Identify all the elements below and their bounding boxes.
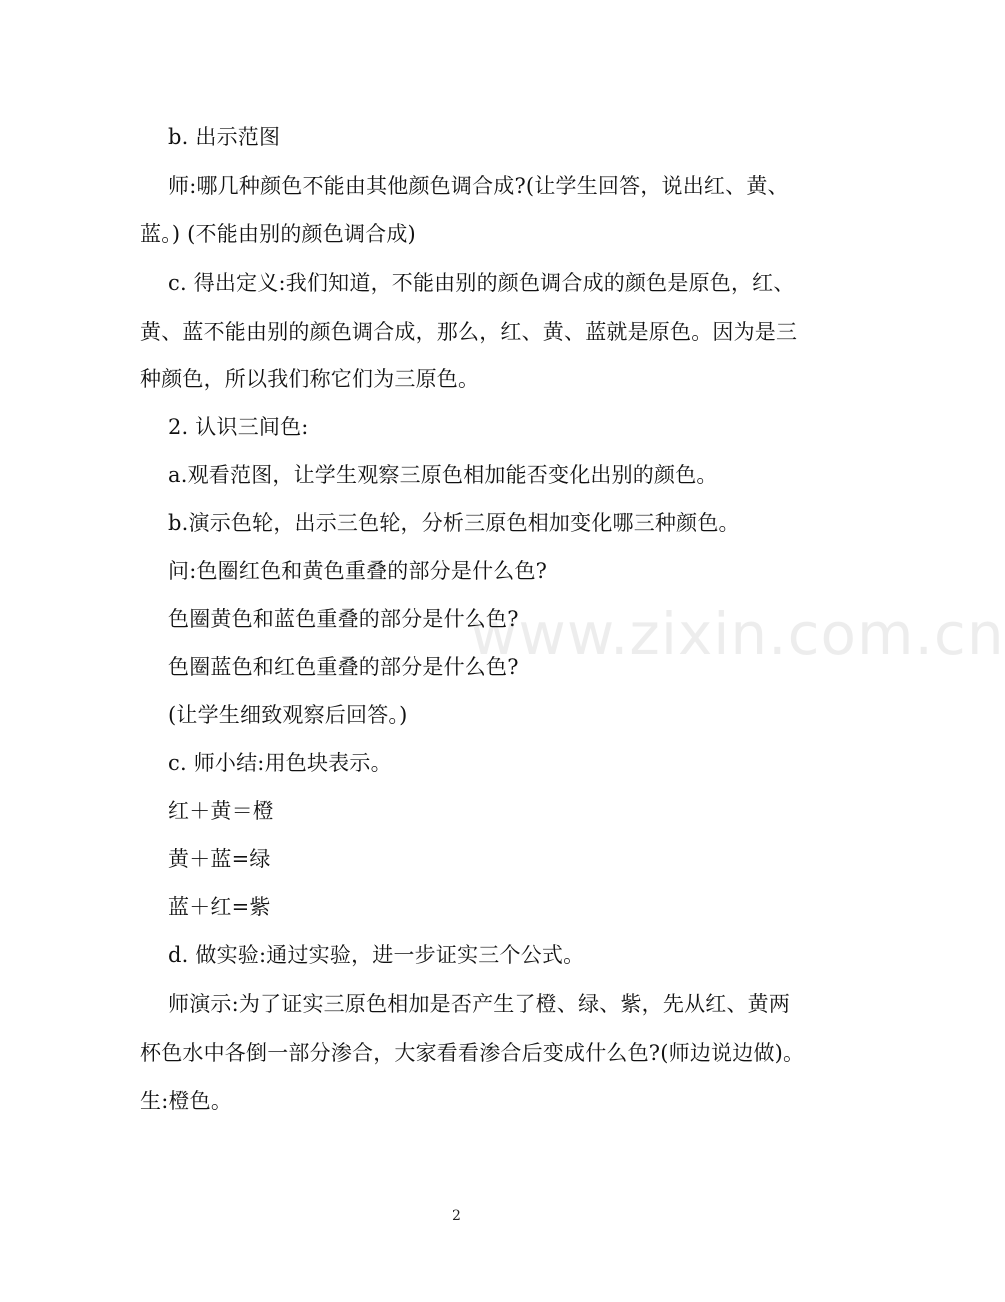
text-line: 黄、蓝不能由别的颜色调合成，那么，红、黄、蓝就是原色。因为是三 (140, 320, 798, 344)
text-line: 种颜色，所以我们称它们为三原色。 (140, 367, 480, 391)
text-line: 师:哪几种颜色不能由其他颜色调合成?(让学生回答，说出红、黄、 (168, 174, 789, 198)
text-line: b. 出示范图 (168, 125, 281, 149)
text-line: 蓝＋红=紫 (168, 895, 271, 919)
text-line: 师演示:为了证实三原色相加是否产生了橙、绿、紫，先从红、黄两 (168, 992, 791, 1016)
text-line: 黄＋蓝=绿 (168, 847, 271, 871)
text-line: 色圈黄色和蓝色重叠的部分是什么色? (168, 607, 519, 631)
text-line: 杯色水中各倒一部分渗合，大家看看渗合后变成什么色?(师边说边做)。 (140, 1041, 805, 1065)
text-line: 色圈蓝色和红色重叠的部分是什么色? (168, 655, 519, 679)
text-line: 生:橙色。 (140, 1089, 233, 1113)
page-number: 2 (452, 1208, 461, 1224)
watermark: www.zixin.com.cn (470, 600, 1005, 668)
text-line: 问:色圈红色和黄色重叠的部分是什么色? (168, 559, 548, 583)
text-line: d. 做实验:通过实验，进一步证实三个公式。 (168, 943, 585, 967)
text-line: (让学生细致观察后回答。) (168, 703, 408, 727)
text-line: c. 师小结:用色块表示。 (168, 751, 392, 775)
text-line: b.演示色轮，出示三色轮，分析三原色相加变化哪三种颜色。 (168, 511, 740, 535)
text-line: 红＋黄＝橙 (168, 799, 274, 823)
text-line: c. 得出定义:我们知道，不能由别的颜色调合成的颜色是原色，红、 (168, 271, 795, 295)
text-line: 2. 认识三间色: (168, 415, 309, 439)
text-line: a.观看范图，让学生观察三原色相加能否变化出别的颜色。 (168, 463, 718, 487)
text-line: 蓝。) (不能由别的颜色调合成) (140, 222, 416, 246)
